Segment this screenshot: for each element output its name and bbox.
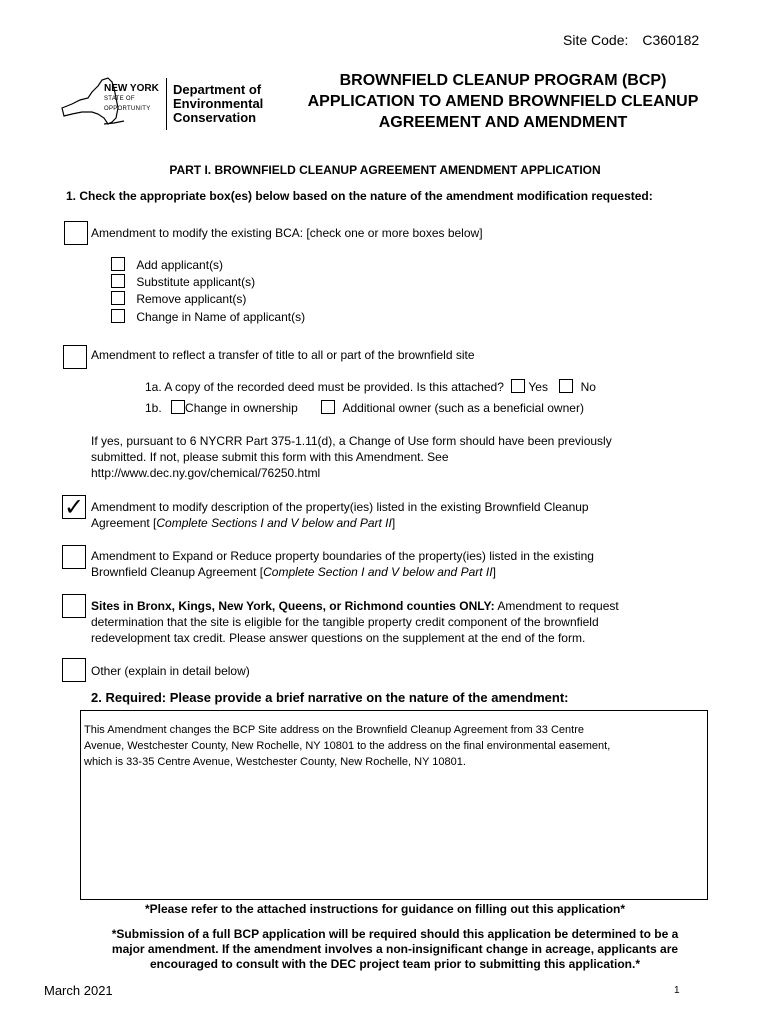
form-date: March 2021 xyxy=(44,983,113,998)
transfer-note xyxy=(91,433,612,481)
title-line-3: AGREEMENT AND AMENDMENT xyxy=(378,114,628,131)
counties-line-3: redevelopment tax credit. Please answer questions on the supplement at the end of the form. xyxy=(91,631,586,645)
submission-line-2: major amendment. If the amendment involves a non-insignificant change in acreage, applicants are xyxy=(111,942,679,956)
counties-line-1 xyxy=(91,598,619,614)
dept-line-2: Environmental xyxy=(173,96,264,111)
submission-line-1: *Submission of a full BCP application will be required should this application be determined to be a xyxy=(111,927,679,941)
narrative-text xyxy=(84,722,694,770)
instructions-note: *Please refer to the attached instructions for guidance on filling out this application* xyxy=(144,902,626,916)
add-applicant-checkbox[interactable] xyxy=(111,257,125,271)
question-1: 1. Check the appropriate box(es) below based on the nature of the amendment modification requested: xyxy=(66,189,653,203)
other-checkbox[interactable] xyxy=(62,658,86,682)
boundaries-instruction: Complete Section I and V below and Part II xyxy=(263,565,493,579)
form-title xyxy=(283,70,723,133)
change-of-use-link[interactable]: http://www.dec.ny.gov/chemical/76250.html xyxy=(91,466,321,480)
submission-note xyxy=(55,927,735,972)
sub-option-remove-applicant xyxy=(111,291,246,307)
additional-owner-label: Additional owner (such as a beneficial owner) xyxy=(342,401,584,415)
sub-option-change-name xyxy=(111,309,305,325)
narrative-line-2: Avenue, Westchester County, New Rochelle, NY 10801 to the address on the final environmental easement, xyxy=(84,740,611,752)
dept-name xyxy=(173,83,263,125)
boundaries-line-2 xyxy=(91,564,594,580)
deed-question-text: 1a. A copy of the recorded deed must be provided. Is this attached? xyxy=(145,380,504,394)
modify-description-line-2 xyxy=(91,515,589,531)
boundaries-line-2-start: Brownfield Cleanup Agreement [ xyxy=(91,565,264,579)
logo-line-2: STATE OF xyxy=(104,96,135,102)
narrative-line-3: which is 33-35 Centre Avenue, Westchester County, New Rochelle, NY 10801. xyxy=(84,756,466,768)
boundaries-line-1: Amendment to Expand or Reduce property boundaries of the property(ies) listed in the existing xyxy=(91,549,594,563)
modify-description-instruction: Complete Sections I and V below and Part II xyxy=(156,516,392,530)
deed-no-checkbox[interactable] xyxy=(559,379,573,393)
transfer-note-line-1: If yes, pursuant to 6 NYCRR Part 375-1.11(d), a Change of Use form should have been previously xyxy=(91,434,612,448)
part-1-title: PART I. BROWNFIELD CLEANUP AGREEMENT AMENDMENT APPLICATION xyxy=(169,163,601,177)
counties-line-1-rest: Amendment to request xyxy=(494,599,619,613)
substitute-applicant-checkbox[interactable] xyxy=(111,274,125,288)
deed-yes-checkbox[interactable] xyxy=(511,379,525,393)
change-name-checkbox[interactable] xyxy=(111,309,125,323)
modify-description-line-1: Amendment to modify description of the property(ies) listed in the existing Brownfield Cleanup xyxy=(91,500,589,514)
change-name-label: Change in Name of applicant(s) xyxy=(136,310,306,324)
change-ownership-label: Change in ownership xyxy=(185,401,298,415)
modify-description-label xyxy=(91,499,589,531)
transfer-title-checkbox[interactable] xyxy=(63,345,87,369)
remove-applicant-label: Remove applicant(s) xyxy=(136,292,247,306)
modify-bca-checkbox[interactable] xyxy=(64,221,88,245)
transfer-title-label: Amendment to reflect a transfer of title to all or part of the brownfield site xyxy=(91,348,475,362)
title-line-1: BROWNFIELD CLEANUP PROGRAM (BCP) xyxy=(339,72,667,89)
deed-no-label: No xyxy=(580,380,596,394)
question-2: 2. Required: Please provide a brief narrative on the nature of the amendment: xyxy=(91,690,569,705)
site-code-value: C360182 xyxy=(642,32,700,48)
ownership-question xyxy=(145,400,584,416)
deed-question xyxy=(145,379,596,395)
add-applicant-label: Add applicant(s) xyxy=(136,258,224,272)
site-code-label: Site Code: xyxy=(563,32,629,48)
logo-line-1: NEW YORK xyxy=(104,83,159,94)
site-code xyxy=(563,32,699,48)
remove-applicant-checkbox[interactable] xyxy=(111,291,125,305)
counties-line-2: determination that the site is eligible for the tangible property credit component of the brownfield xyxy=(91,615,599,629)
logo-line-3: OPPORTUNITY xyxy=(104,106,151,112)
boundaries-line-2-end: ] xyxy=(492,565,496,579)
submission-line-3: encouraged to consult with the DEC project team prior to submitting this application.* xyxy=(149,957,641,971)
ownership-question-number: 1b. xyxy=(145,401,162,415)
boundaries-checkbox[interactable] xyxy=(62,545,86,569)
deed-yes-label: Yes xyxy=(528,380,548,394)
modify-description-line-2-end: ] xyxy=(391,516,396,530)
substitute-applicant-label: Substitute applicant(s) xyxy=(136,275,256,289)
counties-label xyxy=(91,598,619,646)
modify-description-line-2-start: Agreement [ xyxy=(91,516,157,530)
title-line-2: APPLICATION TO AMEND BROWNFIELD CLEANUP xyxy=(307,93,699,110)
dept-line-3: Conservation xyxy=(173,110,257,125)
additional-owner-checkbox[interactable] xyxy=(321,400,335,414)
logo-text xyxy=(104,84,159,114)
boundaries-label xyxy=(91,548,594,580)
sub-option-add-applicant xyxy=(111,257,223,273)
page-number: 1 xyxy=(674,985,680,996)
logo-divider xyxy=(166,78,167,130)
transfer-note-line-2: submitted. If not, please submit this form with this Amendment. See xyxy=(91,450,449,464)
narrative-line-1: This Amendment changes the BCP Site address on the Brownfield Cleanup Agreement from 33 Centre xyxy=(84,724,584,736)
change-ownership-checkbox[interactable] xyxy=(171,400,185,414)
sub-option-substitute-applicant xyxy=(111,274,255,290)
other-label: Other (explain in detail below) xyxy=(91,664,250,678)
modify-description-checkbox[interactable]: ✓ xyxy=(63,493,85,521)
dept-line-1: Department of xyxy=(173,82,262,97)
counties-checkbox[interactable] xyxy=(62,594,86,618)
counties-bold-text: Sites in Bronx, Kings, New York, Queens, or Richmond counties ONLY: xyxy=(91,599,495,613)
modify-bca-label: Amendment to modify the existing BCA: [check one or more boxes below] xyxy=(91,226,483,240)
